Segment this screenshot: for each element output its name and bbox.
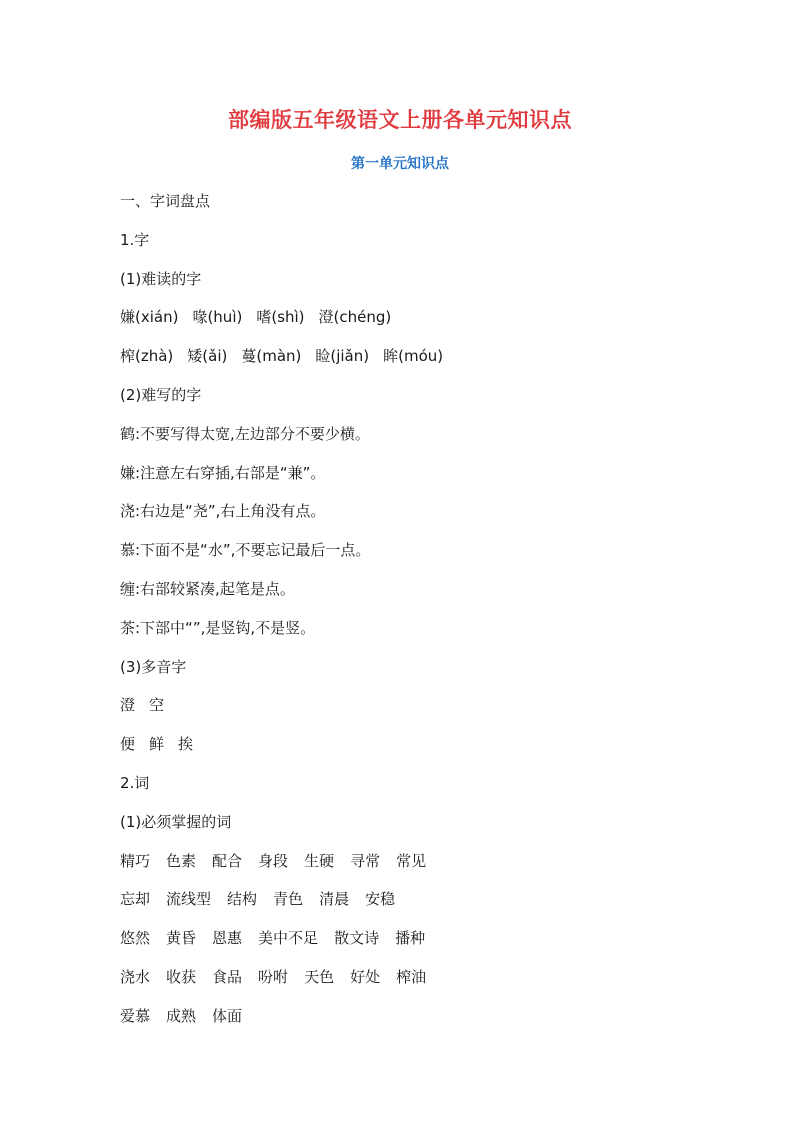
subsection-heading: (1)难读的字 [120,269,202,288]
hard-write-item: 鹤:不要写得太宽,左边部分不要少横。 [120,424,370,443]
word: 常见 [396,851,427,870]
word: 黄昏 [166,929,197,948]
hard-read-row [120,345,720,384]
hard-write-item: 茶:下部中“”,是竖钩,不是竖。 [120,618,316,637]
polyphone-row [120,694,720,733]
polyphone-char: 空 [149,696,165,715]
pinyin-char: 矮(ǎi) [187,347,228,366]
hard-read-row [120,306,720,345]
word: 清晨 [319,890,350,909]
word: 榨油 [396,967,427,986]
pinyin-char: 喙(huì) [192,308,243,327]
subsection-heading: (1)必须掌握的词 [120,812,232,831]
word: 结构 [227,890,258,909]
polyphone-char: 便 [120,735,136,754]
word: 青色 [273,890,304,909]
word: 成熟 [166,1006,197,1025]
subsection-heading: 1.字 [120,230,150,249]
word: 散文诗 [334,929,380,948]
pinyin-char: 眸(móu) [383,347,444,366]
word: 播种 [395,929,426,948]
word: 美中不足 [258,929,319,948]
subsection-heading: (2)难写的字 [120,385,202,404]
word: 忘却 [120,890,151,909]
word: 爱慕 [120,1006,151,1025]
word-row [120,966,720,1005]
hard-write-item: 慕:下面不是“水”,不要忘记最后一点。 [120,541,371,560]
word: 天色 [304,967,335,986]
document-body [120,190,720,1044]
word: 吩咐 [258,967,289,986]
subsection-heading: (3)多音字 [120,657,187,676]
hard-write-item: 缠:右部较紧凑,起笔是点。 [120,579,295,598]
word: 安稳 [365,890,396,909]
word: 身段 [258,851,289,870]
pinyin-char: 蔓(màn) [241,347,302,366]
polyphone-row [120,733,720,772]
section-heading: 一、字词盘点 [120,192,211,210]
word: 浇水 [120,967,151,986]
word: 寻常 [350,851,381,870]
unit-title: 第一单元知识点 [351,156,449,172]
word-row [120,1005,720,1044]
word-row [120,927,720,966]
document-title: 部编版五年级语文上册各单元知识点 [228,108,572,132]
pinyin-char: 睑(jiǎn) [315,347,370,366]
word: 生硬 [304,851,335,870]
subsection-heading: 2.词 [120,773,150,792]
word: 配合 [212,851,243,870]
word: 食品 [212,967,243,986]
word: 体面 [212,1006,243,1025]
word-row [120,888,720,927]
pinyin-char: 榨(zhà) [120,347,174,366]
polyphone-char: 挨 [178,735,194,754]
polyphone-char: 鲜 [149,735,165,754]
pinyin-char: 澄(chéng) [318,308,392,327]
hard-write-item: 浇:右边是“尧”,右上角没有点。 [120,502,326,521]
pinyin-char: 嫌(xián) [120,308,179,327]
hard-write-item: 嫌:注意左右穿插,右部是“兼”。 [120,463,326,482]
word: 精巧 [120,851,151,870]
word: 恩惠 [212,929,243,948]
word: 色素 [166,851,197,870]
pinyin-char: 嗜(shì) [256,308,305,327]
word: 流线型 [166,890,212,909]
word: 悠然 [120,929,151,948]
word: 收获 [166,967,197,986]
word: 好处 [350,967,381,986]
word-row [120,850,720,889]
polyphone-char: 澄 [120,696,136,715]
